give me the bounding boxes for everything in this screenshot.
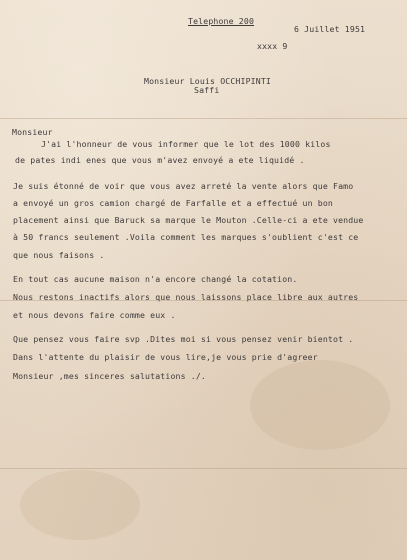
closing-line: Monsieur ,mes sinceres salutations ./.	[13, 371, 207, 381]
letter-date: 6 Juillet 1951	[294, 24, 366, 34]
body-line: que nous faisons .	[13, 250, 105, 260]
body-line: placement ainsi que Baruck sa marque le Mouton .Celle-ci a ete vendue	[13, 215, 364, 225]
body-line: Je suis étonné de voir que vous avez arreté la vente alors que Famo	[13, 181, 354, 191]
body-line: J'ai l'honneur de vous informer que le lot des 1000 kilos	[41, 139, 331, 149]
reference-code: xxxx 9	[257, 41, 288, 51]
body-line: de pates indi enes que vous m'avez envoyé a ete liquidé .	[15, 155, 305, 165]
paper-crease	[0, 118, 407, 119]
body-line: à 50 francs seulement .Voila comment les marques s'oublient c'est ce	[13, 232, 359, 242]
paper-crease	[0, 468, 407, 469]
paper-stain	[250, 360, 390, 450]
recipient-city: Saffi	[194, 85, 220, 95]
recipient-name: Monsieur Louis OCCHIPINTI	[144, 76, 271, 86]
body-line: et nous devons faire comme eux .	[13, 310, 176, 320]
paper-stain	[20, 470, 140, 540]
body-line: Nous restons inactifs alors que nous laissons place libre aux autres	[13, 292, 359, 302]
body-line: En tout cas aucune maison n'a encore changé la cotation.	[13, 274, 298, 284]
body-line: Dans l'attente du plaisir de vous lire,je vous prie d'agreer	[13, 352, 318, 362]
telephone-line: Telephone 200	[188, 16, 255, 26]
salutation: Monsieur	[12, 127, 53, 137]
body-line: a envoyé un gros camion chargé de Farfalle et a effectué un bon	[13, 198, 333, 208]
body-line: Que pensez vous faire svp .Dites moi si vous pensez venir bientot .	[13, 334, 354, 344]
